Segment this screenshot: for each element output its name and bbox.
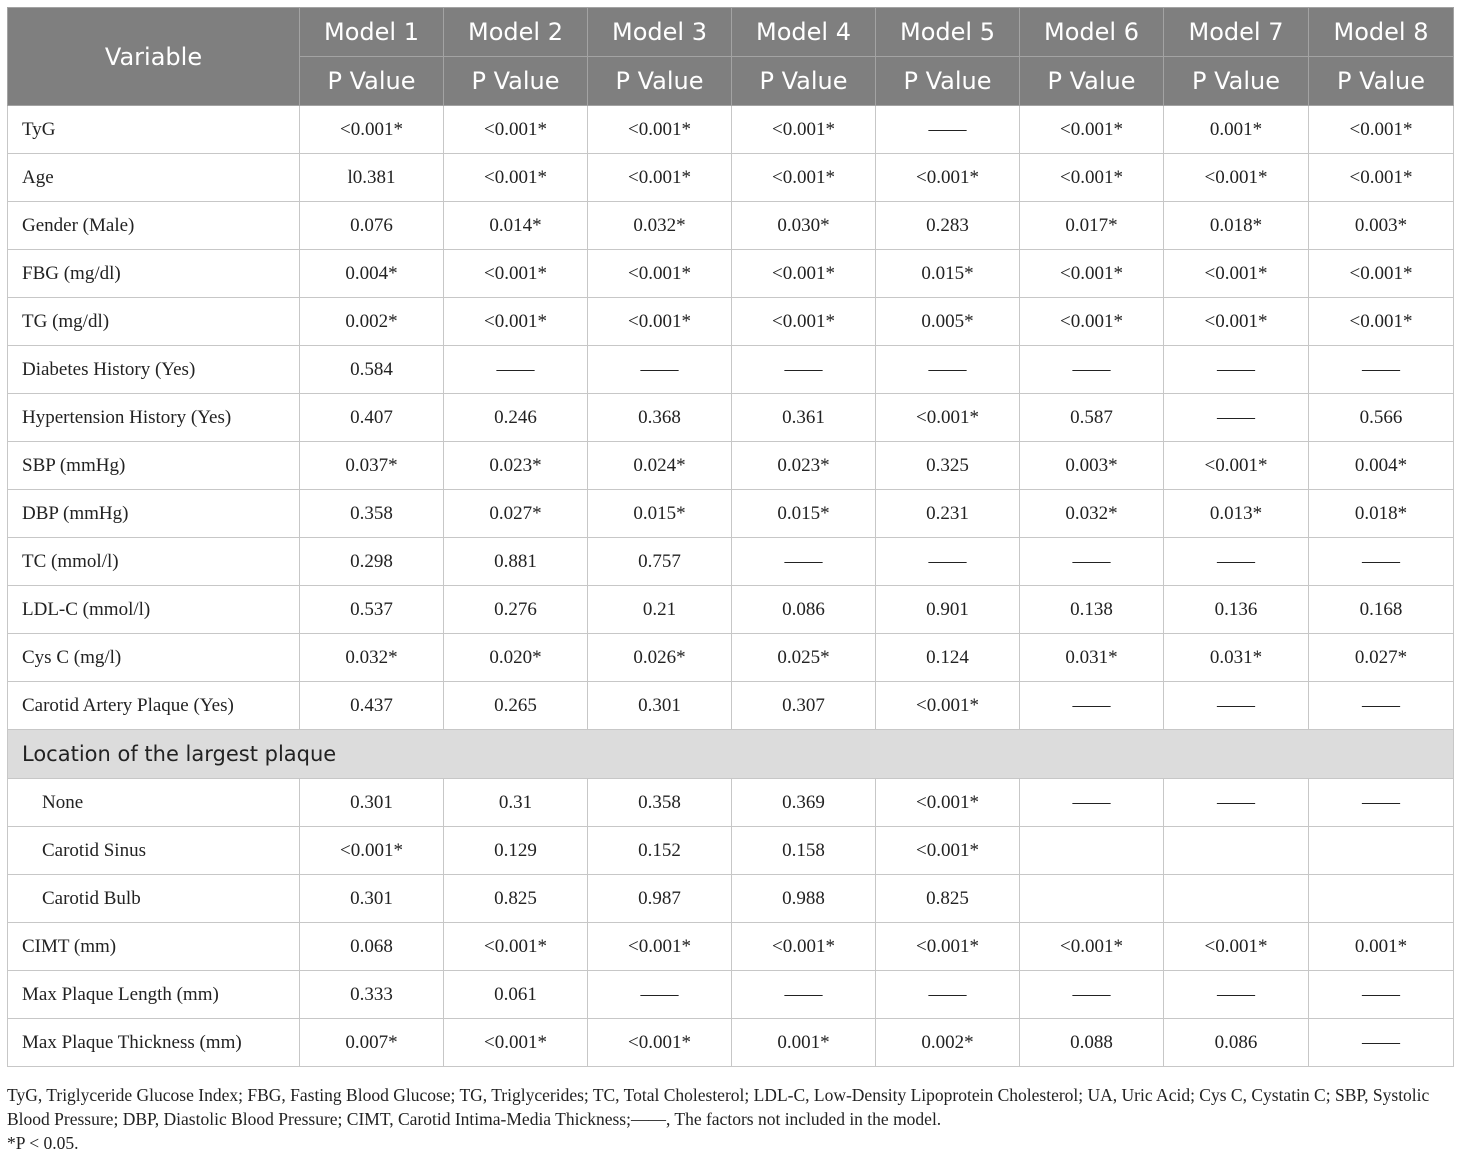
p-value-cell: ——: [1164, 971, 1309, 1019]
p-value-cell: <0.001*: [1020, 298, 1164, 346]
p-value-cell: 0.023*: [732, 442, 876, 490]
table-row: [8, 442, 1454, 490]
p-value-subheader: P Value: [876, 57, 1020, 106]
table-footnote: [7, 1083, 1453, 1155]
p-value-cell: <0.001*: [588, 154, 732, 202]
row-label: TG (mg/dl): [8, 298, 300, 346]
p-value-cell: <0.001*: [444, 298, 588, 346]
p-value-cell: 0.032*: [300, 634, 444, 682]
table-row: [8, 1019, 1454, 1067]
variable-header: Variable: [8, 8, 300, 106]
p-value-cell: 0.088: [1020, 1019, 1164, 1067]
p-value-cell: 0.307: [732, 682, 876, 730]
p-value-cell: 0.005*: [876, 298, 1020, 346]
p-value-cell: ——: [1164, 346, 1309, 394]
p-value-cell: ——: [1020, 779, 1164, 827]
table-row: [8, 586, 1454, 634]
p-value-cell: ——: [1164, 538, 1309, 586]
table-row: [8, 682, 1454, 730]
p-value-cell: <0.001*: [876, 394, 1020, 442]
p-value-cell: <0.001*: [1020, 923, 1164, 971]
p-value-cell: 0.086: [1164, 1019, 1309, 1067]
results-table-container: [7, 7, 1453, 1067]
p-value-cell: 0.168: [1309, 586, 1454, 634]
table-row: [8, 298, 1454, 346]
p-value-cell: <0.001*: [1020, 154, 1164, 202]
row-label: Diabetes History (Yes): [8, 346, 300, 394]
p-value-cell: 0.757: [588, 538, 732, 586]
p-value-cell: 0.026*: [588, 634, 732, 682]
p-value-cell: ——: [732, 346, 876, 394]
model-header: Model 4: [732, 8, 876, 57]
p-value-cell: 0.152: [588, 827, 732, 875]
p-value-cell: 0.407: [300, 394, 444, 442]
section-title: Location of the largest plaque: [8, 730, 1454, 779]
p-value-cell: <0.001*: [732, 250, 876, 298]
p-value-cell: <0.001*: [1164, 298, 1309, 346]
p-value-cell: <0.001*: [588, 1019, 732, 1067]
p-value-cell: <0.001*: [1164, 442, 1309, 490]
p-value-cell: ——: [1309, 346, 1454, 394]
p-value-cell: 0.231: [876, 490, 1020, 538]
table-row: [8, 490, 1454, 538]
p-value-cell: ——: [1164, 682, 1309, 730]
row-label: TC (mmol/l): [8, 538, 300, 586]
p-value-cell: 0.283: [876, 202, 1020, 250]
table-row: [8, 875, 1454, 923]
p-value-cell: 0.015*: [876, 250, 1020, 298]
p-value-subheader: P Value: [1020, 57, 1164, 106]
row-label: FBG (mg/dl): [8, 250, 300, 298]
p-value-cell: 0.001*: [1309, 923, 1454, 971]
p-value-subheader: P Value: [1164, 57, 1309, 106]
table-row: [8, 923, 1454, 971]
table-body: [8, 106, 1454, 1067]
table-row: [8, 634, 1454, 682]
p-value-cell: 0.537: [300, 586, 444, 634]
p-value-cell: 0.124: [876, 634, 1020, 682]
row-label: Cys C (mg/l): [8, 634, 300, 682]
table-row: [8, 154, 1454, 202]
p-value-cell: 0.358: [300, 490, 444, 538]
row-label: Hypertension History (Yes): [8, 394, 300, 442]
p-value-table: [7, 7, 1454, 1067]
p-value-cell: 0.032*: [588, 202, 732, 250]
section-row: [8, 730, 1454, 779]
p-value-cell: ——: [1309, 538, 1454, 586]
p-value-cell: 0.825: [444, 875, 588, 923]
row-label: Max Plaque Thickness (mm): [8, 1019, 300, 1067]
p-value-cell: 0.246: [444, 394, 588, 442]
p-value-cell: 0.002*: [876, 1019, 1020, 1067]
p-value-cell: [1164, 827, 1309, 875]
p-value-cell: 0.566: [1309, 394, 1454, 442]
p-value-cell: 0.265: [444, 682, 588, 730]
p-value-cell: 0.004*: [300, 250, 444, 298]
p-value-cell: ——: [1020, 538, 1164, 586]
p-value-cell: [1309, 875, 1454, 923]
model-header: Model 6: [1020, 8, 1164, 57]
p-value-cell: 0.437: [300, 682, 444, 730]
p-value-cell: 0.013*: [1164, 490, 1309, 538]
p-value-cell: ——: [876, 971, 1020, 1019]
p-value-cell: 0.015*: [732, 490, 876, 538]
p-value-cell: <0.001*: [1309, 106, 1454, 154]
p-value-cell: 0.018*: [1309, 490, 1454, 538]
model-header: Model 2: [444, 8, 588, 57]
p-value-cell: 0.001*: [732, 1019, 876, 1067]
p-value-cell: 0.587: [1020, 394, 1164, 442]
p-value-cell: <0.001*: [1164, 923, 1309, 971]
p-value-cell: [1020, 827, 1164, 875]
p-value-cell: 0.358: [588, 779, 732, 827]
p-value-cell: 0.061: [444, 971, 588, 1019]
p-value-cell: 0.023*: [444, 442, 588, 490]
p-value-cell: 0.032*: [1020, 490, 1164, 538]
p-value-cell: 0.086: [732, 586, 876, 634]
p-value-cell: 0.031*: [1164, 634, 1309, 682]
p-value-cell: ——: [1020, 682, 1164, 730]
p-value-cell: ——: [732, 971, 876, 1019]
p-value-cell: 0.025*: [732, 634, 876, 682]
p-value-cell: 0.987: [588, 875, 732, 923]
model-header: Model 1: [300, 8, 444, 57]
p-value-cell: <0.001*: [588, 298, 732, 346]
table-row: [8, 538, 1454, 586]
p-value-cell: <0.001*: [1309, 298, 1454, 346]
row-label: DBP (mmHg): [8, 490, 300, 538]
row-label: Carotid Artery Plaque (Yes): [8, 682, 300, 730]
p-value-cell: <0.001*: [876, 154, 1020, 202]
p-value-cell: l0.381: [300, 154, 444, 202]
p-value-cell: <0.001*: [1309, 154, 1454, 202]
p-value-cell: <0.001*: [1020, 250, 1164, 298]
p-value-cell: <0.001*: [588, 106, 732, 154]
p-value-cell: [1164, 875, 1309, 923]
model-header: Model 8: [1309, 8, 1454, 57]
p-value-cell: <0.001*: [732, 106, 876, 154]
p-value-cell: <0.001*: [876, 682, 1020, 730]
row-label: CIMT (mm): [8, 923, 300, 971]
p-value-cell: <0.001*: [732, 154, 876, 202]
p-value-cell: [1309, 827, 1454, 875]
p-value-cell: 0.017*: [1020, 202, 1164, 250]
table-row: [8, 346, 1454, 394]
p-value-cell: 0.024*: [588, 442, 732, 490]
p-value-subheader: P Value: [444, 57, 588, 106]
abbreviations-note: TyG, Triglyceride Glucose Index; FBG, Fasting Blood Glucose; TG, Triglycerides; TC, Total Cholesterol; LDL-C, Low-Density Lipoprotein Cholesterol; UA, Uric Acid; Cys C, Cystatin C; SBP, Systolic Blood Pressure; DBP, Diastolic Blood Pressure; CIMT, Carotid Intima-Media Thickness;——, The factors not included in the model.: [7, 1085, 1430, 1129]
significance-note: *P < 0.05.: [7, 1133, 79, 1153]
p-value-cell: ——: [1020, 971, 1164, 1019]
p-value-cell: 0.368: [588, 394, 732, 442]
p-value-cell: ——: [1164, 779, 1309, 827]
p-value-cell: 0.014*: [444, 202, 588, 250]
p-value-cell: <0.001*: [876, 827, 1020, 875]
p-value-cell: 0.21: [588, 586, 732, 634]
p-value-cell: [1020, 875, 1164, 923]
p-value-cell: <0.001*: [444, 106, 588, 154]
p-value-cell: ——: [1309, 971, 1454, 1019]
p-value-cell: <0.001*: [588, 250, 732, 298]
p-value-cell: 0.002*: [300, 298, 444, 346]
p-value-cell: <0.001*: [732, 923, 876, 971]
p-value-cell: 0.027*: [444, 490, 588, 538]
p-value-cell: ——: [732, 538, 876, 586]
p-value-cell: <0.001*: [300, 106, 444, 154]
p-value-cell: 0.003*: [1020, 442, 1164, 490]
p-value-cell: ——: [1309, 1019, 1454, 1067]
table-row: [8, 779, 1454, 827]
p-value-cell: 0.129: [444, 827, 588, 875]
model-header: Model 7: [1164, 8, 1309, 57]
p-value-cell: <0.001*: [1164, 250, 1309, 298]
table-row: [8, 250, 1454, 298]
table-row: [8, 202, 1454, 250]
p-value-cell: <0.001*: [732, 298, 876, 346]
p-value-cell: 0.020*: [444, 634, 588, 682]
p-value-cell: <0.001*: [444, 923, 588, 971]
row-label: None: [8, 779, 300, 827]
p-value-cell: ——: [588, 971, 732, 1019]
p-value-cell: ——: [876, 346, 1020, 394]
p-value-cell: <0.001*: [444, 154, 588, 202]
p-value-cell: 0.369: [732, 779, 876, 827]
p-value-cell: <0.001*: [1309, 250, 1454, 298]
p-value-cell: 0.001*: [1164, 106, 1309, 154]
p-value-cell: <0.001*: [1164, 154, 1309, 202]
p-value-cell: <0.001*: [588, 923, 732, 971]
p-value-cell: <0.001*: [1020, 106, 1164, 154]
table-row: [8, 971, 1454, 1019]
row-label: Carotid Sinus: [8, 827, 300, 875]
p-value-cell: ——: [876, 106, 1020, 154]
p-value-cell: 0.325: [876, 442, 1020, 490]
p-value-cell: ——: [1309, 682, 1454, 730]
p-value-cell: <0.001*: [444, 1019, 588, 1067]
p-value-cell: 0.276: [444, 586, 588, 634]
row-label: Age: [8, 154, 300, 202]
p-value-cell: 0.003*: [1309, 202, 1454, 250]
p-value-subheader: P Value: [732, 57, 876, 106]
table-row: [8, 827, 1454, 875]
p-value-subheader: P Value: [1309, 57, 1454, 106]
p-value-cell: 0.158: [732, 827, 876, 875]
p-value-cell: ——: [1164, 394, 1309, 442]
row-label: Gender (Male): [8, 202, 300, 250]
model-header: Model 3: [588, 8, 732, 57]
p-value-cell: 0.037*: [300, 442, 444, 490]
p-value-cell: 0.825: [876, 875, 1020, 923]
p-value-subheader: P Value: [300, 57, 444, 106]
p-value-cell: 0.298: [300, 538, 444, 586]
p-value-cell: 0.301: [300, 779, 444, 827]
p-value-cell: 0.301: [300, 875, 444, 923]
table-row: [8, 394, 1454, 442]
p-value-cell: 0.901: [876, 586, 1020, 634]
row-label: SBP (mmHg): [8, 442, 300, 490]
p-value-cell: 0.881: [444, 538, 588, 586]
p-value-cell: 0.31: [444, 779, 588, 827]
model-header: Model 5: [876, 8, 1020, 57]
p-value-cell: <0.001*: [876, 923, 1020, 971]
p-value-cell: 0.584: [300, 346, 444, 394]
p-value-cell: 0.988: [732, 875, 876, 923]
row-label: LDL-C (mmol/l): [8, 586, 300, 634]
p-value-cell: ——: [444, 346, 588, 394]
p-value-cell: 0.333: [300, 971, 444, 1019]
p-value-cell: ——: [1309, 779, 1454, 827]
p-value-cell: 0.007*: [300, 1019, 444, 1067]
p-value-cell: 0.030*: [732, 202, 876, 250]
p-value-cell: <0.001*: [300, 827, 444, 875]
p-value-cell: <0.001*: [876, 779, 1020, 827]
p-value-cell: 0.015*: [588, 490, 732, 538]
p-value-cell: 0.068: [300, 923, 444, 971]
row-label: Carotid Bulb: [8, 875, 300, 923]
p-value-cell: 0.301: [588, 682, 732, 730]
table-header: [8, 8, 1454, 106]
p-value-cell: 0.004*: [1309, 442, 1454, 490]
table-row: [8, 106, 1454, 154]
p-value-cell: 0.361: [732, 394, 876, 442]
p-value-subheader: P Value: [588, 57, 732, 106]
p-value-cell: <0.001*: [444, 250, 588, 298]
p-value-cell: ——: [1020, 346, 1164, 394]
p-value-cell: 0.076: [300, 202, 444, 250]
p-value-cell: 0.138: [1020, 586, 1164, 634]
p-value-cell: 0.031*: [1020, 634, 1164, 682]
p-value-cell: 0.027*: [1309, 634, 1454, 682]
row-label: Max Plaque Length (mm): [8, 971, 300, 1019]
row-label: TyG: [8, 106, 300, 154]
p-value-cell: 0.136: [1164, 586, 1309, 634]
p-value-cell: 0.018*: [1164, 202, 1309, 250]
p-value-cell: ——: [876, 538, 1020, 586]
p-value-cell: ——: [588, 346, 732, 394]
